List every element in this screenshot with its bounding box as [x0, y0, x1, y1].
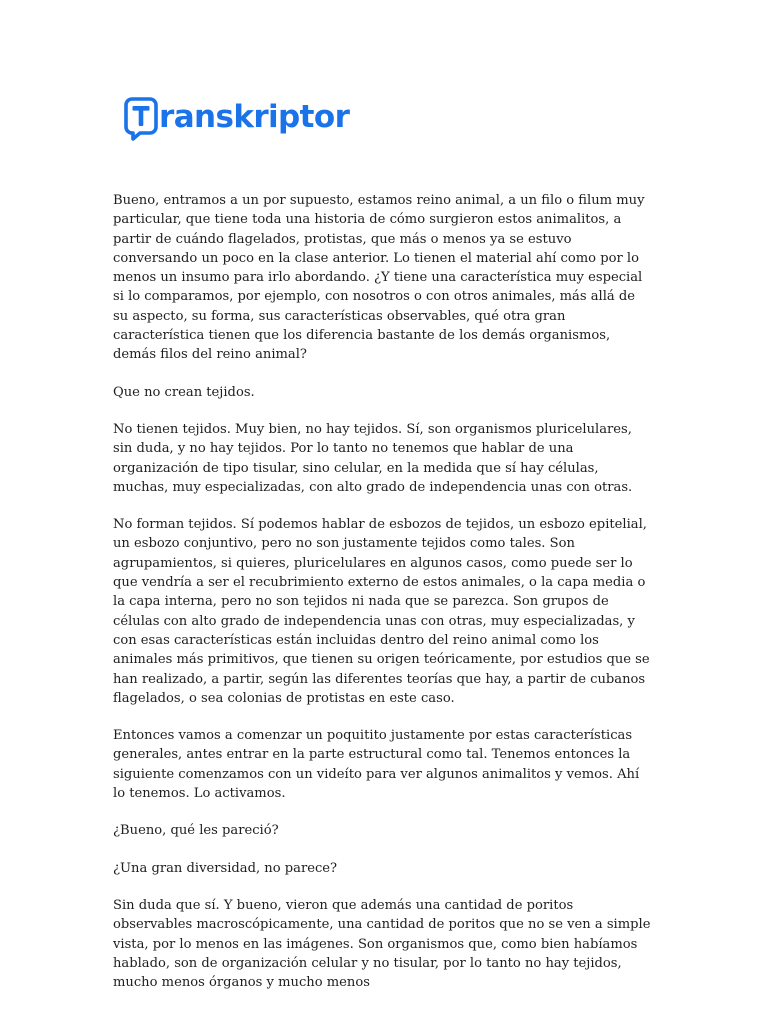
paragraph: Sin duda que sí. Y bueno, vieron que además una cantidad de poritos observables macroscópicamente, una cantidad de poritos que no se ven a simple vista, por lo menos en las imágenes. Son organismos que, como bien habíamos hablado, son de organización celular y no tisular, por lo tanto no hay tejidos, mucho menos órganos y mucho menos — [113, 897, 651, 991]
paragraph: No forman tejidos. Sí podemos hablar de esbozos de tejidos, un esbozo epitelial, un esbozo conjuntivo, pero no son justamente tejidos como tales. Son agrupamientos, si quieres, pluricelulares en algunos casos, como puede ser lo que vendría a ser el recubrimiento externo de estos animales, o la capa media o la capa interna, pero no son tejidos ni nada que se parezca. Son grupos de células con alto grado de independencia unas con otras, muy especializadas, y con esas características están incluidas dentro del reino animal como los animales más primitivos, que tienen su origen teóricamente, por estudios que se han realizado, a partir, según las diferentes teorías que hay, a partir de cubanos flagelados, o sea colonias de protistas en este caso. — [113, 517, 650, 706]
paragraph: No tienen tejidos. Muy bien, no hay tejidos. Sí, son organismos pluricelulares, sin duda, y no hay tejidos. Por lo tanto no tenemos que hablar de una organización de tipo tisular, sino celular, en la medida que sí hay células, muchas, muy especializadas, con alto grado de independencia unas con otras. — [113, 421, 633, 495]
logo-text: ranskriptor — [159, 98, 350, 135]
transcript-body — [113, 191, 653, 1010]
transkriptor-logo — [124, 92, 349, 144]
paragraph: Bueno, entramos a un por supuesto, estamos reino animal, a un filo o filum muy particular, que tiene toda una historia de cómo surgieron estos animalitos, a partir de cuándo flagelados, protistas, que más o menos ya se estuvo conversando un poco en la clase anterior. Lo tienen el material ahí como por lo menos un insumo para irlo abordando. ¿Y tiene una característica muy especial si lo comparamos, por ejemplo, con nosotros o con otros animales, más allá de su aspecto, su forma, sus características observables, qué otra gran característica tienen que los diferencia bastante de los demás organismos, demás filos del reino animal? — [113, 193, 645, 363]
paragraph: Que no crean tejidos. — [113, 384, 255, 400]
paragraph: ¿Una gran diversidad, no parece? — [113, 860, 338, 876]
paragraph: ¿Bueno, qué les pareció? — [113, 823, 279, 839]
transkriptor-t-icon — [124, 97, 158, 139]
paragraph: Entonces vamos a comenzar un poquitito justamente por estas características generales, antes entrar en la parte estructural como tal. Tenemos entonces la siguiente comenzamos con un videíto para ver algunos animalitos y vemos. Ahí lo tenemos. Lo activamos. — [113, 728, 640, 802]
